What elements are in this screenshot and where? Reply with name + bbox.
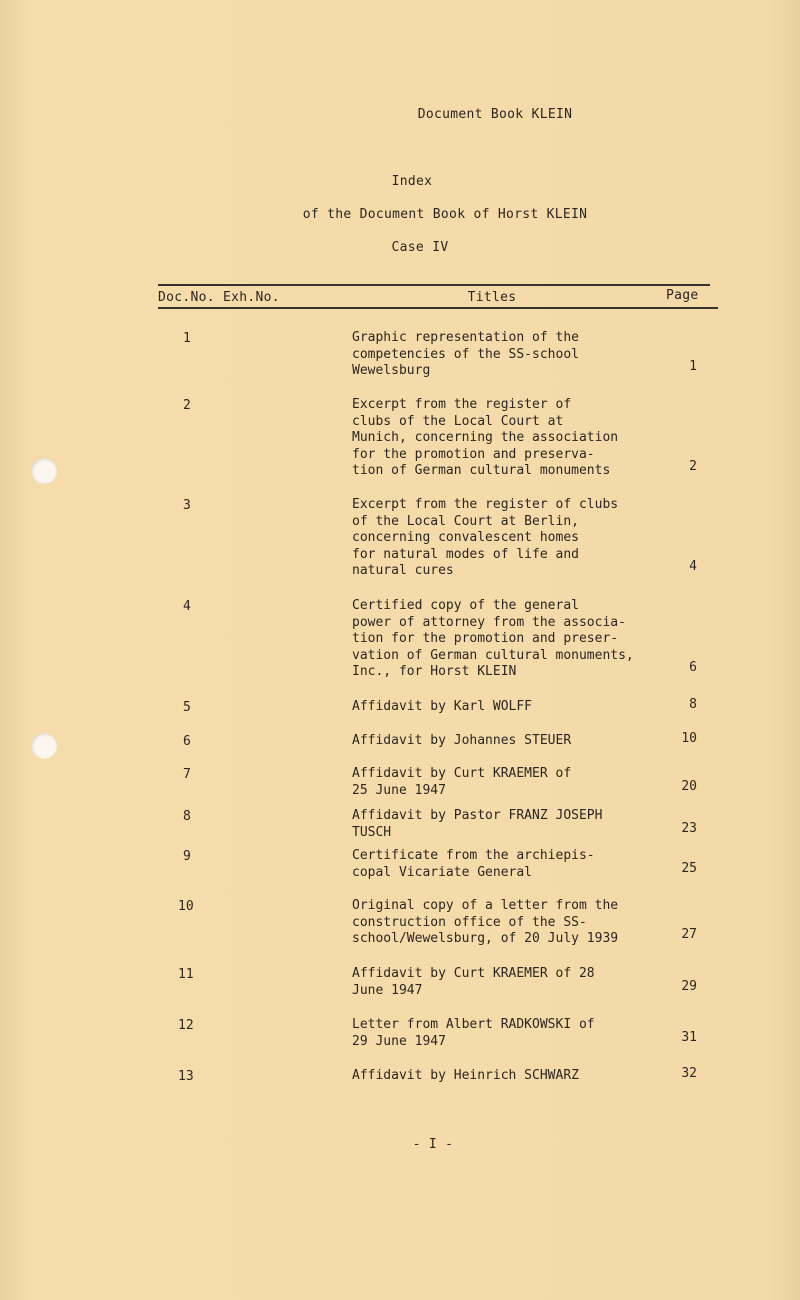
doc-title-line: competencies of the SS-school xyxy=(352,346,579,362)
doc-title-line: Affidavit by Karl WOLFF xyxy=(352,699,533,714)
column-header-titles: Titles xyxy=(467,290,517,305)
doc-page-number: 29 xyxy=(681,978,697,994)
doc-title-line: Munich, concerning the association xyxy=(352,430,619,445)
doc-title xyxy=(352,1017,672,1050)
doc-title-line: TUSCH xyxy=(352,824,392,840)
doc-title xyxy=(352,1068,672,1085)
doc-page-number: 10 xyxy=(681,731,697,746)
table-top-rule xyxy=(158,284,710,286)
doc-title xyxy=(352,898,672,948)
doc-title-line: for natural modes of life and xyxy=(352,546,579,562)
doc-number: 5 xyxy=(183,700,191,715)
doc-page-number: 20 xyxy=(681,778,697,794)
doc-title-line: Affidavit by Curt KRAEMER of 28 xyxy=(352,966,595,981)
index-heading: Index xyxy=(391,174,433,189)
doc-number: 4 xyxy=(183,599,191,614)
doc-number: 12 xyxy=(178,1018,194,1033)
doc-title xyxy=(352,397,672,480)
doc-title-line: June 1947 xyxy=(352,982,423,998)
doc-title-line: tion of German cultural monuments xyxy=(352,463,611,478)
doc-number: 2 xyxy=(183,398,191,413)
doc-title xyxy=(352,766,672,799)
page-marker: - I - xyxy=(412,1137,454,1152)
doc-title-line: Affidavit by Johannes STEUER xyxy=(352,733,572,748)
doc-title-line: for the promotion and preserva- xyxy=(352,446,595,462)
punch-hole-bottom xyxy=(31,733,57,759)
doc-title-line: Certified copy of the general xyxy=(352,598,579,613)
doc-page-number: 31 xyxy=(681,1029,697,1045)
doc-title xyxy=(352,330,672,380)
column-header-page: Page xyxy=(666,288,699,303)
doc-title-line: Affidavit by Heinrich SCHWARZ xyxy=(352,1068,579,1083)
doc-title-line: power of attorney from the associa- xyxy=(352,614,626,630)
doc-title-line: Excerpt from the register of clubs xyxy=(352,497,619,512)
doc-title xyxy=(352,848,672,881)
doc-number: 8 xyxy=(183,809,191,824)
doc-title xyxy=(352,733,672,750)
doc-number: 13 xyxy=(178,1069,194,1084)
doc-title-line: concerning convalescent homes xyxy=(352,530,579,545)
doc-page-number: 32 xyxy=(681,1066,697,1081)
column-header-doc: Doc.No. Exh.No. xyxy=(158,290,280,305)
doc-page-number: 27 xyxy=(681,927,697,943)
doc-title-line: Wewelsburg xyxy=(352,363,431,378)
doc-title-line: construction office of the SS- xyxy=(352,914,587,930)
doc-number: 7 xyxy=(183,767,191,782)
doc-number: 10 xyxy=(178,899,194,914)
doc-title xyxy=(352,966,672,999)
doc-title-line: vation of German cultural monuments, xyxy=(352,647,634,663)
doc-title-line: clubs of the Local Court at xyxy=(352,413,564,429)
doc-title-line: tion for the promotion and preser- xyxy=(352,631,619,646)
document-book-title: Document Book KLEIN xyxy=(417,107,573,122)
index-subtitle: of the Document Book of Horst KLEIN xyxy=(302,207,588,222)
doc-title-line: Original copy of a letter from the xyxy=(352,898,619,913)
doc-title-line: Excerpt from the register of xyxy=(352,397,572,412)
doc-title-line: Affidavit by Curt KRAEMER of xyxy=(352,766,572,781)
doc-title xyxy=(352,699,672,716)
doc-title-line: Inc., for Horst KLEIN xyxy=(352,664,517,679)
doc-title-line: 25 June 1947 xyxy=(352,782,446,798)
doc-page-number: 2 xyxy=(689,459,697,475)
doc-title-line: Affidavit by Pastor FRANZ JOSEPH xyxy=(352,808,603,823)
doc-page-number: 25 xyxy=(681,860,697,876)
doc-page-number: 1 xyxy=(689,359,697,375)
doc-number: 1 xyxy=(183,331,191,346)
doc-title-line: Graphic representation of the xyxy=(352,330,579,345)
doc-title-line: natural cures xyxy=(352,563,454,578)
punch-hole-top xyxy=(31,458,57,484)
doc-number: 11 xyxy=(178,967,194,982)
doc-title xyxy=(352,808,672,841)
doc-title-line: Certificate from the archiepis- xyxy=(352,848,595,863)
doc-number: 6 xyxy=(183,734,191,749)
doc-title-line: copal Vicariate General xyxy=(352,864,533,880)
table-header-rule xyxy=(158,307,718,309)
doc-number: 9 xyxy=(183,849,191,864)
doc-title-line: Letter from Albert RADKOWSKI of xyxy=(352,1017,595,1032)
doc-title-line: school/Wewelsburg, of 20 July 1939 xyxy=(352,931,619,946)
doc-title-line: 29 June 1947 xyxy=(352,1033,446,1049)
doc-title-line: of the Local Court at Berlin, xyxy=(352,513,579,529)
doc-title xyxy=(352,497,672,580)
doc-page-number: 4 xyxy=(689,559,697,575)
doc-number: 3 xyxy=(183,498,191,513)
case-label: Case IV xyxy=(391,240,449,255)
doc-page-number: 23 xyxy=(681,820,697,836)
doc-page-number: 8 xyxy=(689,697,697,712)
doc-page-number: 6 xyxy=(689,660,697,676)
doc-title xyxy=(352,598,672,681)
